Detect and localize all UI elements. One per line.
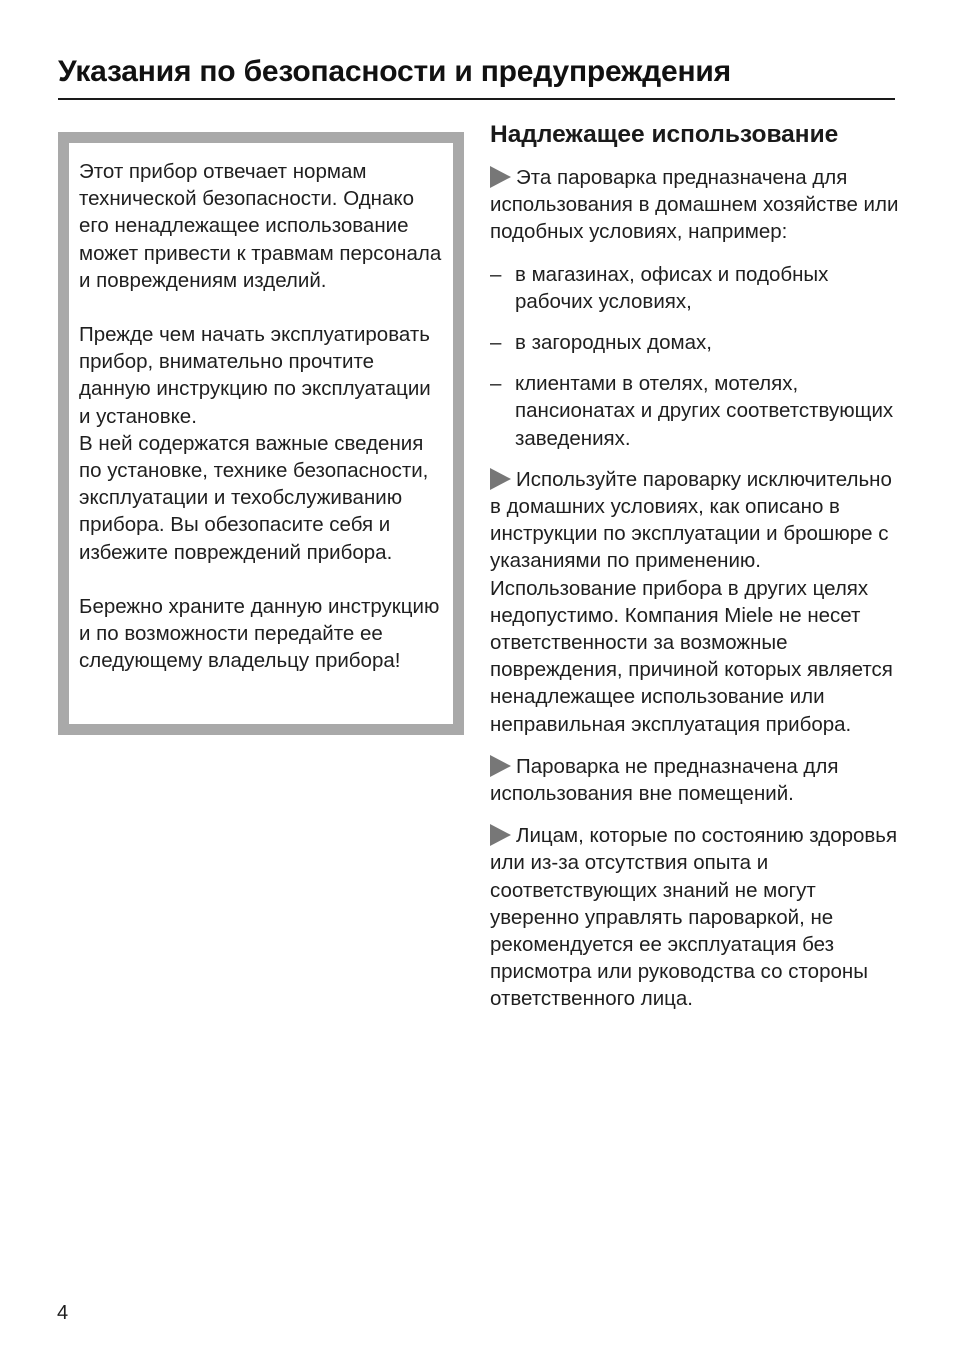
- usage-conditions-list: [490, 261, 902, 452]
- page-title: Указания по безопасности и предупреждения: [58, 55, 731, 88]
- list-item: [490, 261, 902, 315]
- dash-marker: –: [490, 262, 502, 286]
- supervision-paragraph: [490, 822, 902, 1012]
- section-title: Надлежащее использование: [490, 121, 839, 148]
- list-item-text: в магазинах, офисах и подобных рабочих условиях,: [515, 262, 829, 313]
- triangle-arrow-icon: [490, 755, 511, 777]
- household-use-text: Используйте пароварку исключительно в домашних условиях, как описано в инструкции по эксплуатации и брошюре с указаниями по применению.: [490, 467, 892, 573]
- household-use-paragraph: [490, 466, 902, 575]
- notice-paragraph-3: В ней содержатся важные сведения по установке, технике безопасности, эксплуатации и техобслуживанию прибора. Вы обезопасите себя и избежите повреждений прибора.: [79, 431, 429, 564]
- safety-notice-box: [58, 132, 464, 735]
- triangle-arrow-icon: [490, 166, 511, 188]
- dash-marker: –: [490, 372, 502, 396]
- list-item: [490, 370, 902, 452]
- outdoor-use-paragraph: [490, 753, 902, 807]
- intended-use-paragraph: [490, 164, 902, 246]
- outdoor-use-text: Пароварка не предназначена для использования вне помещений.: [490, 754, 839, 806]
- triangle-arrow-icon: [490, 468, 511, 490]
- liability-paragraph: Использование прибора в других целях недопустимо. Компания Miele не несет ответственности за возможные повреждения, причиной которых является ненадлежащее использование или неправильная эксплуатация прибора.: [490, 576, 893, 736]
- notice-paragraph-1: Этот прибор отвечает нормам технической безопасности. Однако его ненадлежащее использование может привести к травмам персонала и повреждениям изделий.: [79, 160, 442, 292]
- list-item-text: в загородных домах,: [515, 331, 712, 355]
- list-item-text: клиентами в отелях, мотелях, пансионатах и других соответствующих заведениях.: [515, 372, 894, 450]
- notice-paragraph-2: Прежде чем начать эксплуатировать прибор, внимательно прочтите данную инструкцию по эксплуатации и установке.: [79, 323, 431, 428]
- dash-marker: –: [490, 331, 502, 355]
- title-divider: [58, 98, 895, 100]
- intended-use-text: Эта пароварка предназначена для использования в домашнем хозяйстве или подобных условиях, например:: [490, 166, 899, 244]
- page-number: 4: [57, 1302, 69, 1324]
- triangle-arrow-icon: [490, 824, 511, 846]
- list-item: [490, 329, 902, 356]
- supervision-text: Лицам, которые по состоянию здоровья или из-за отсутствия опыта и соответствующих знаний не могут уверенно управлять пароваркой, не рекомендуется ее эксплуатация без присмотра или руководства со стороны ответственного лица.: [490, 824, 898, 1011]
- intended-use-section: [490, 118, 902, 1028]
- notice-paragraph-4: Бережно храните данную инструкцию и по возможности передайте ее следующему владельцу прибора!: [79, 594, 440, 673]
